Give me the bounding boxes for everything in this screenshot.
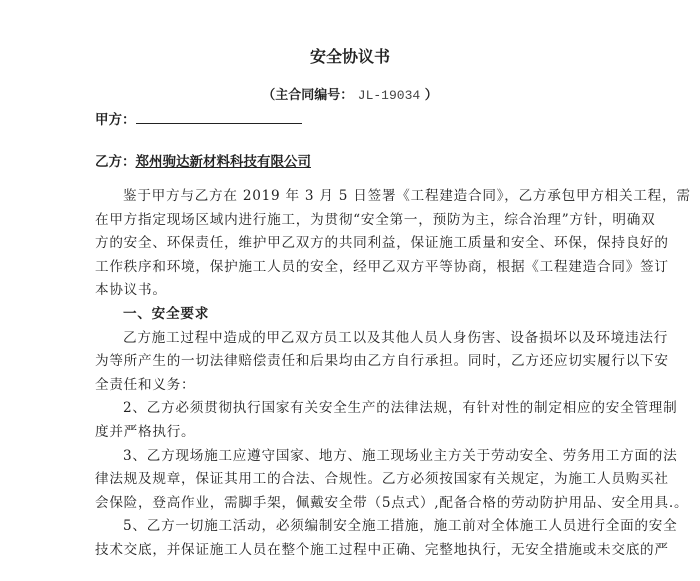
item-5-line: 5、乙方一切施工活动，必须编制安全施工措施，施工前对全体施工人员进行全面的安全 <box>123 518 678 535</box>
party-a-label: 甲方： <box>95 112 136 128</box>
preamble-line: 方的安全、环保责任，维护甲乙双方的共同利益，保证施工质量和安全、环保，保持良好的 <box>95 235 669 252</box>
party-a <box>95 108 302 128</box>
party-b <box>95 150 311 170</box>
contract-number-close: ） <box>424 88 438 103</box>
contract-number-line <box>0 84 700 103</box>
section-intro-line: 乙方施工过程中造成的甲乙双方员工以及其他人员人身伤害、设备损坏以及环境违法行 <box>123 329 669 346</box>
item-3-line: 3、乙方现场施工应遵守国家、地方、施工现场业主方关于劳动安全、劳务用工方面的法 <box>123 447 678 464</box>
document-title: 安全协议书 <box>309 47 390 66</box>
section-intro-line: 为等所产生的一切法律赔偿责任和后果均由乙方自行承担。同时，乙方还应切实履行以下安 <box>95 353 669 370</box>
party-a-blank <box>136 109 302 124</box>
preamble-line: 在甲方指定现场区域内进行施工，为贯彻“安全第一，预防为主，综合治理”方针，明确双 <box>95 211 656 228</box>
preamble-line: 本协议书。 <box>95 282 167 299</box>
item-3-line: 会保险，登高作业，需脚手架，佩戴安全带（5点式）,配备合格的劳动防护用品、安全用具.。 <box>95 494 689 511</box>
document-body <box>95 185 691 563</box>
item-2-line: 度并严格执行。 <box>95 423 196 440</box>
preamble-line: 工作秩序和环境，保护施工人员的安全，经甲乙双方平等协商，根据《工程建造合同》签订 <box>95 258 669 275</box>
section-intro-line: 全责任和义务： <box>95 376 196 393</box>
contract-number: JL-19034 <box>357 88 421 103</box>
contract-number-label: （主合同编号： <box>262 88 354 103</box>
section-heading: 一、安全要求 <box>123 305 210 322</box>
party-b-name: 郑州驹达新材料科技有限公司 <box>135 154 311 170</box>
item-2-line: 2、乙方必须贯彻执行国家有关安全生产的法律法规，有针对性的制定相应的安全管理制 <box>123 400 678 417</box>
party-b-label: 乙方： <box>95 154 136 170</box>
item-5-line: 技术交底，并保证施工人员在整个施工过程中正确、完整地执行，无安全措施或未交底的严 <box>95 541 669 558</box>
item-3-line: 律法规及规章，保证其用工的合法、合规性。乙方必须按国家有关规定，为施工人员购买社 <box>95 471 669 488</box>
preamble-line: 鉴于甲方与乙方在 2019 年 3 月 5 日签署《工程建造合同》，乙方承包甲方相关工程，需 <box>123 188 691 204</box>
